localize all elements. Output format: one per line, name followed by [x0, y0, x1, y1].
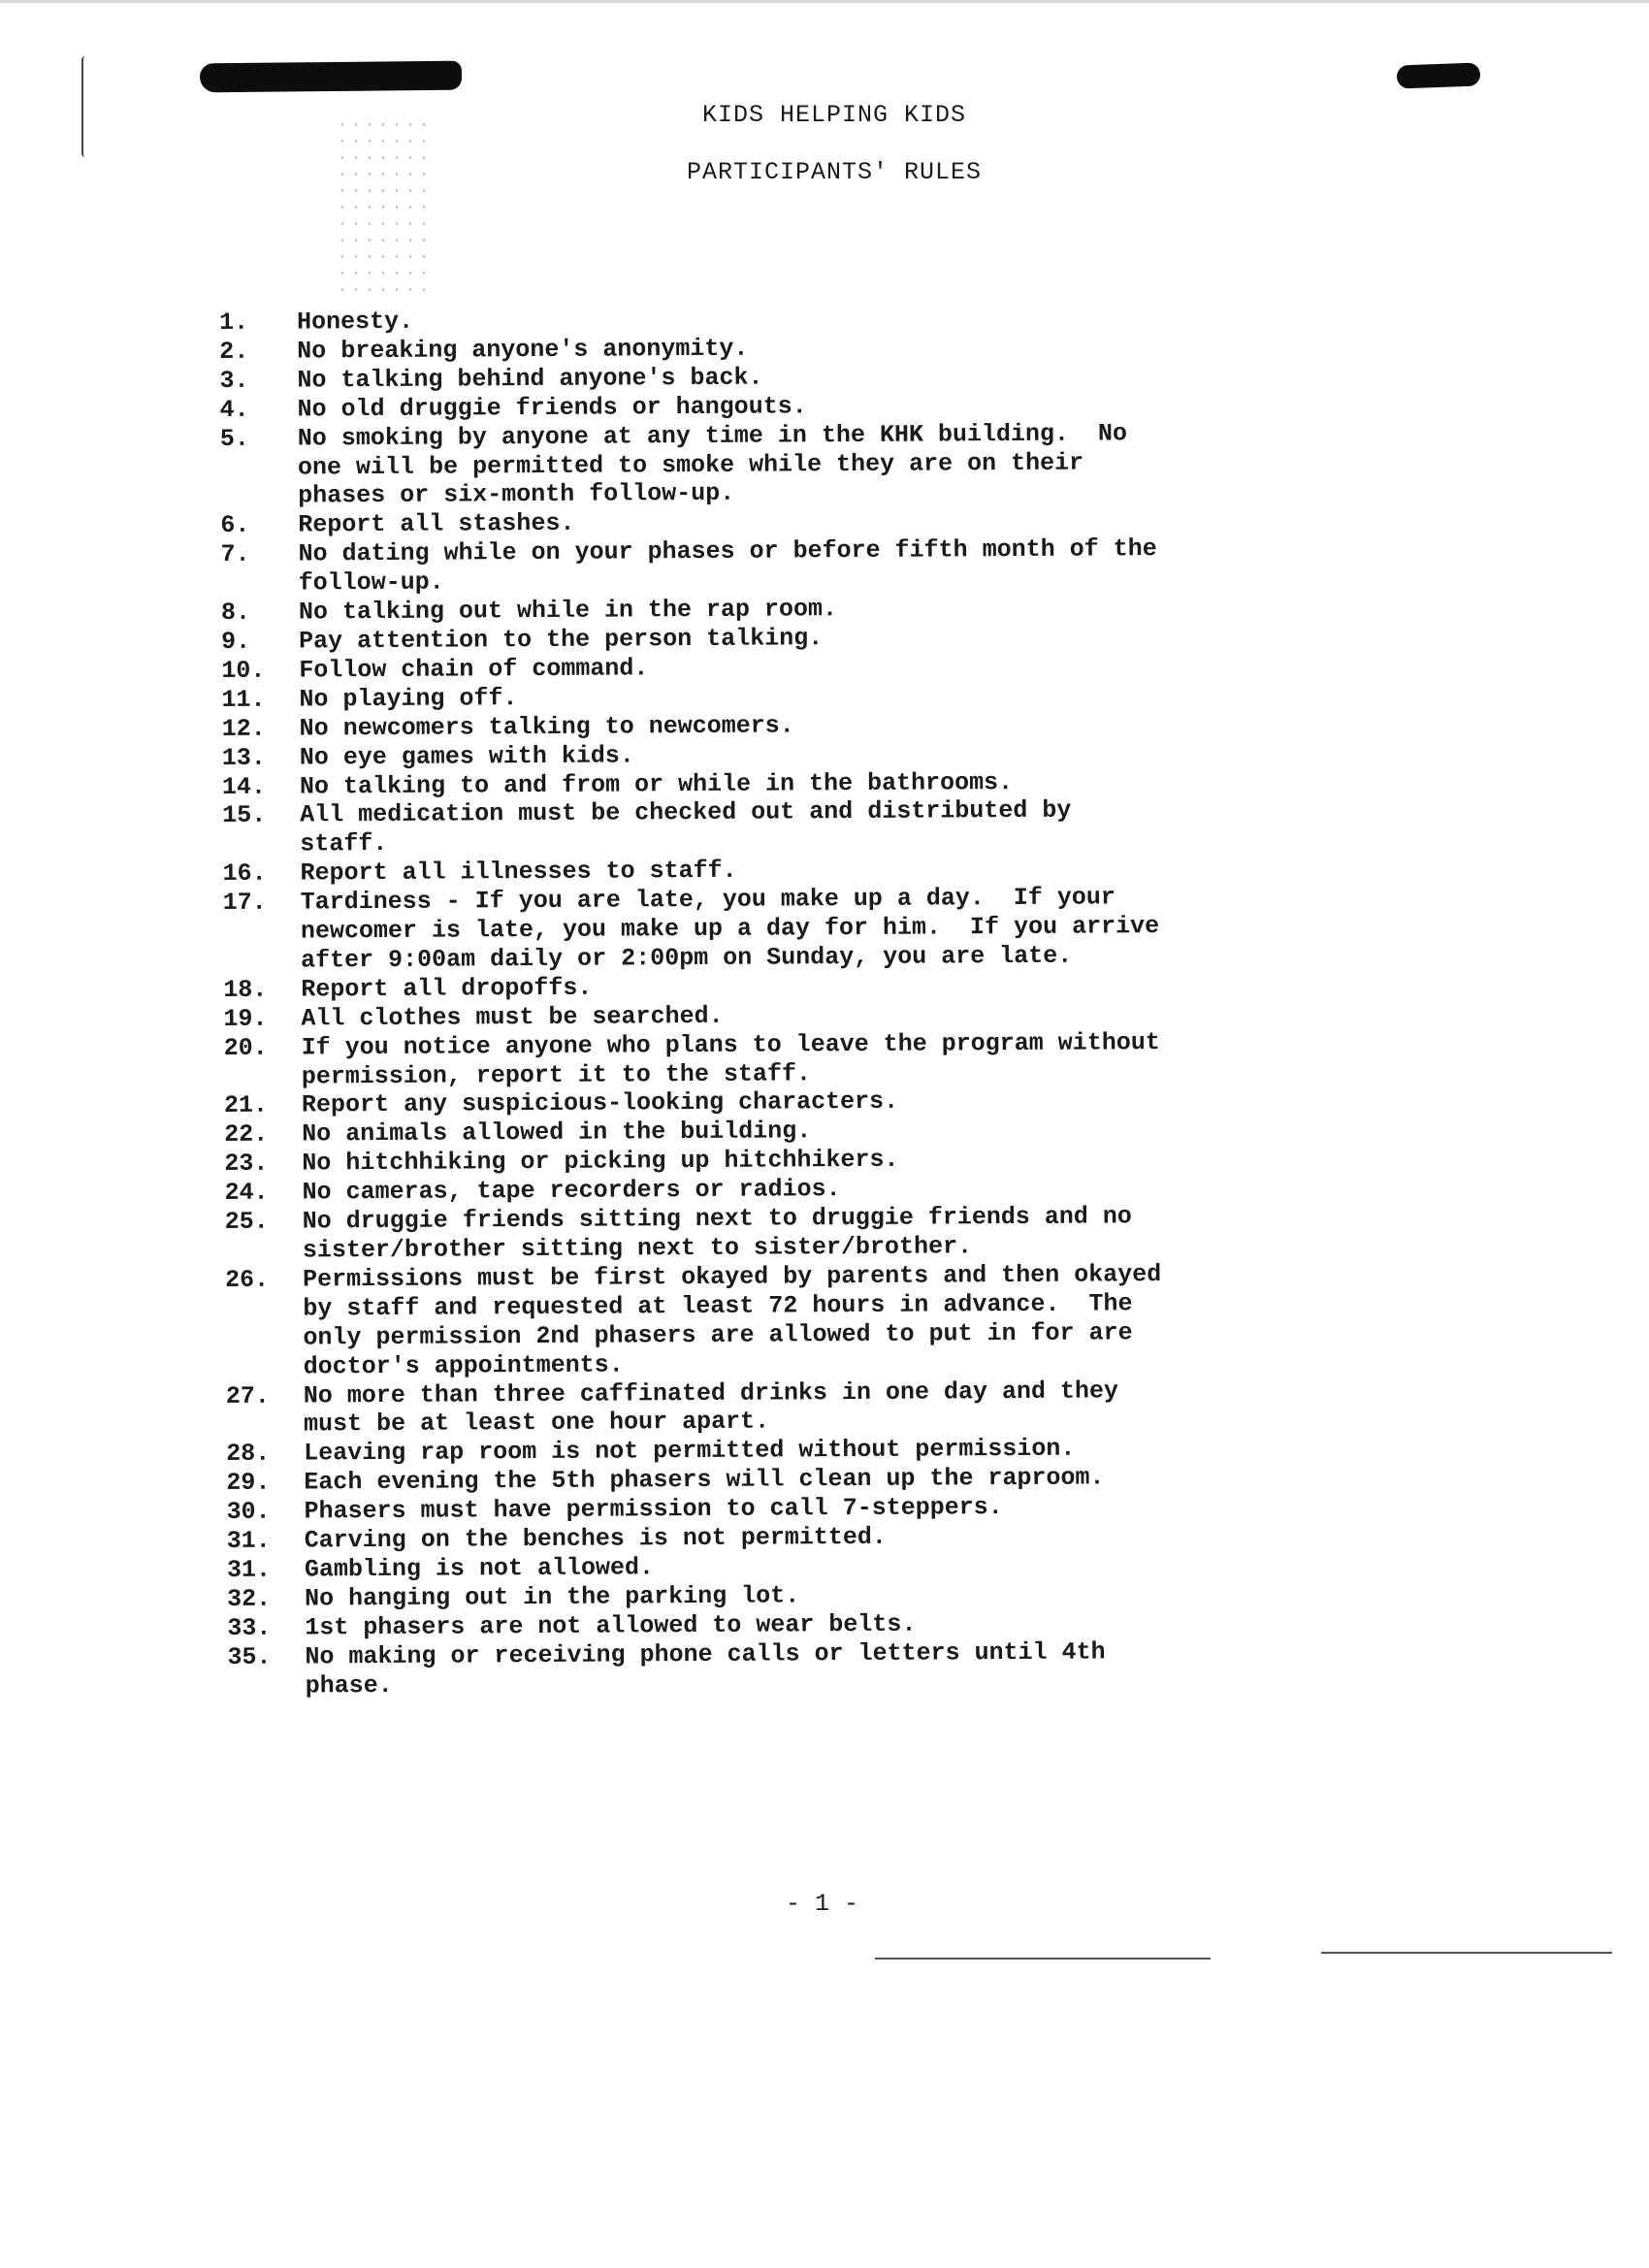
rule-number: 3. [219, 366, 249, 395]
rule-number: 19. [223, 1004, 268, 1033]
rule-number: 20. [223, 1033, 268, 1062]
rule-text: No eye games with kids. [299, 740, 634, 772]
rule-number: 17. [222, 888, 267, 918]
rule-number: 25. [224, 1207, 269, 1237]
rule-number: 27. [225, 1381, 270, 1410]
rule-text: Permissions must be first okayed by parents and then okayed by staff and requested at least 72 hours in advance. The only permission 2nd phasers are allowed to put in for are doctor's appointments. [303, 1259, 1162, 1381]
rule-item [225, 1200, 1486, 1266]
rule-number: 9. [221, 627, 251, 656]
rule-number: 6. [220, 511, 250, 540]
rule-number: 15. [222, 801, 267, 830]
rule-number: 10. [221, 656, 266, 685]
rule-text: No animals allowed in the building. [302, 1117, 812, 1149]
scan-top-edge [0, 0, 1649, 3]
document-subtitle: PARTICIPANTS' RULES [686, 158, 983, 186]
rule-text: Report all dropoffs. [301, 973, 593, 1004]
rule-text: 1st phasers are not allowed to wear belts. [305, 1609, 917, 1642]
rule-text: No druggie friends sitting next to druggie friends and no sister/brother sitting next to sister/brother. [302, 1202, 1132, 1265]
rule-number: 4. [219, 395, 249, 424]
rule-text: No hitchhiking or picking up hitchhikers. [302, 1146, 899, 1178]
rule-text: No talking behind anyone's back. [297, 363, 763, 395]
redaction-mark-left [200, 61, 462, 93]
rule-number: 30. [226, 1497, 271, 1527]
rule-number: 32. [227, 1584, 272, 1613]
rule-text: All medication must be checked out and distributed by staff. [300, 796, 1072, 859]
rule-text: No cameras, tape recorders or radios. [302, 1175, 841, 1207]
rule-text: Gambling is not allowed. [304, 1553, 655, 1584]
rule-text: No smoking by anyone at any time in the KHK building. No one will be permitted to smoke while they are on their phases or six-month follow-up. [297, 418, 1128, 510]
rule-number: 31. [226, 1526, 271, 1556]
rule-text: Carving on the benches is not permitted. [304, 1522, 887, 1555]
rule-text: Honesty. [296, 307, 414, 337]
rule-number: 24. [224, 1178, 269, 1208]
rule-number: 31. [226, 1555, 272, 1584]
rule-text: No hanging out in the parking lot. [305, 1581, 800, 1613]
rule-item [220, 417, 1482, 512]
rule-text: No playing off. [299, 683, 518, 714]
rule-text: Phasers must have permission to call 7-steppers. [304, 1493, 1003, 1526]
rule-text: All clothes must be searched. [301, 1001, 724, 1033]
rule-text: No making or receiving phone calls or letters until 4th phase. [305, 1637, 1106, 1701]
redaction-mark-right [1397, 63, 1481, 89]
rule-number: 13. [221, 743, 266, 772]
rule-item [223, 881, 1485, 976]
rule-number: 21. [223, 1091, 269, 1120]
rule-text: If you notice anyone who plans to leave the program without permission, report it to the staff. [301, 1027, 1160, 1091]
rule-text: No more than three caffinated drinks in one day and they must be at least one hour apart. [303, 1376, 1119, 1439]
rule-number: 33. [227, 1613, 272, 1642]
rule-number: 8. [220, 598, 251, 628]
rule-text: Pay attention to the person talking. [299, 624, 824, 656]
rule-text: No talking out while in the rap room. [298, 595, 838, 627]
rule-number: 5. [219, 424, 249, 453]
rule-text: No dating while on your phases or before fifth month of the follow-up. [298, 535, 1157, 598]
rule-number: 2. [219, 337, 249, 366]
page-number: - 1 - [786, 1890, 859, 1918]
rule-item [227, 1636, 1488, 1701]
rule-number: 29. [226, 1468, 271, 1498]
rule-number: 11. [221, 685, 266, 714]
rule-text: Report all stashes. [298, 509, 575, 539]
rule-text: No newcomers talking to newcomers. [299, 711, 794, 743]
rule-item [225, 1258, 1487, 1382]
rule-text: Tardiness - If you are late, you make up a day. If your newcomer is late, you make up a day for him. If you arrive after 9:00am daily or 2:00pm on Sunday, you are late. [300, 883, 1160, 975]
rule-item [224, 1026, 1485, 1092]
footer-rule-line [875, 1958, 1211, 1960]
rule-item [222, 794, 1483, 859]
rule-number: 1. [219, 308, 249, 337]
rule-number: 12. [221, 714, 266, 743]
rule-number: 35. [227, 1642, 272, 1671]
rule-number: 18. [223, 975, 268, 1004]
rule-number: 7. [220, 540, 250, 569]
document-title: KIDS HELPING KIDS [701, 101, 967, 129]
rules-list [219, 301, 1489, 1701]
rule-text: No talking to and from or while in the bathrooms. [299, 767, 1014, 801]
rule-number: 22. [224, 1120, 269, 1150]
rule-number: 14. [221, 772, 267, 801]
rule-number: 23. [224, 1149, 269, 1179]
rule-item [226, 1375, 1487, 1441]
rule-item [220, 533, 1481, 599]
rule-text: Follow chain of command. [299, 654, 649, 685]
footer-rule-line [1321, 1952, 1612, 1954]
rule-text: Report all illnesses to staff. [300, 856, 737, 888]
rule-text: No breaking anyone's anonymity. [297, 334, 749, 366]
scan-speckle [336, 116, 433, 291]
rule-number: 26. [225, 1265, 270, 1294]
rule-text: No old druggie friends or hangouts. [297, 392, 807, 424]
rule-text: Each evening the 5th phasers will clean up the raproom. [304, 1463, 1105, 1497]
rule-text: Report any suspicious-looking characters. [301, 1087, 899, 1119]
rule-number: 16. [222, 859, 267, 889]
rule-text: Leaving rap room is not permitted without permission. [304, 1434, 1076, 1468]
rule-number: 28. [226, 1440, 271, 1469]
